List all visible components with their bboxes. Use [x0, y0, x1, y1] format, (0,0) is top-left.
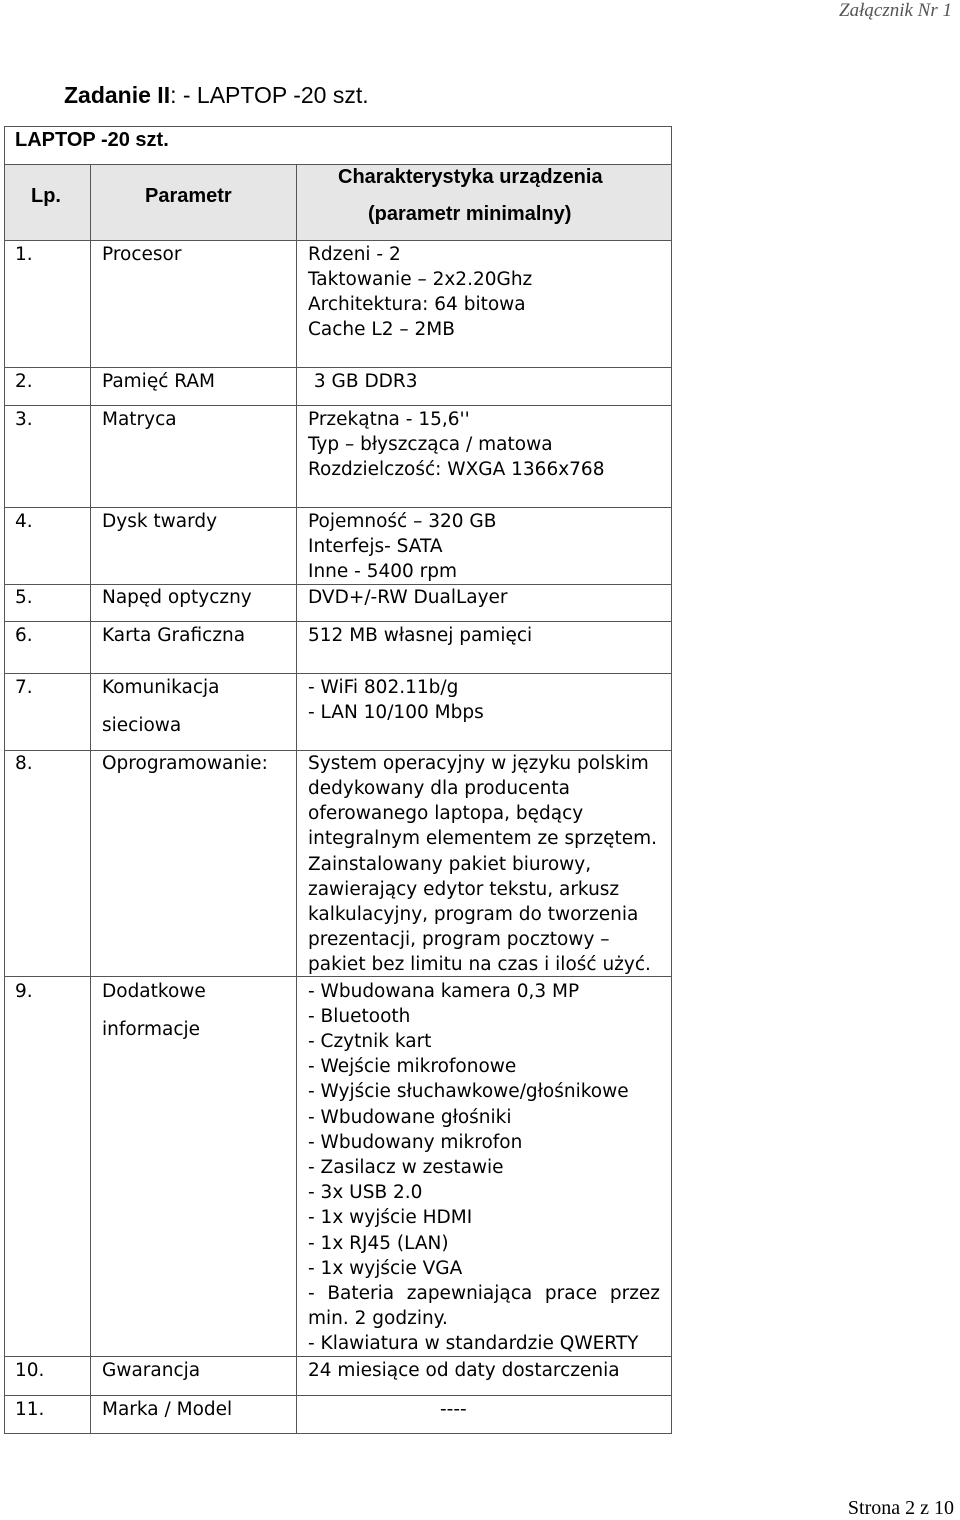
param-name: Marka / Model — [102, 1399, 233, 1420]
row-separator — [4, 507, 672, 508]
row-separator — [4, 673, 672, 674]
param-name: Oprogramowanie: — [102, 753, 268, 774]
param-value: - Wejście mikrofonowe — [308, 1056, 517, 1077]
column-header-characteristics-note: (parametr minimalny) — [368, 203, 572, 225]
row-number: 9. — [15, 981, 33, 1002]
param-name: Napęd optyczny — [102, 587, 252, 608]
param-name: sieciowa — [102, 715, 182, 736]
param-value: integralnym elementem ze sprzętem. — [308, 828, 658, 849]
row-separator — [4, 240, 672, 241]
param-value: Interfejs- SATA — [308, 536, 443, 557]
param-value: - WiFi 802.11b/g — [308, 677, 459, 698]
table-bottom-border — [4, 1433, 672, 1434]
table-right-border — [671, 126, 672, 1434]
param-value: Cache L2 – 2MB — [308, 319, 455, 340]
param-value: 512 MB własnej pamięci — [308, 625, 533, 646]
row-number: 6. — [15, 625, 33, 646]
param-value: Zainstalowany pakiet biurowy, — [308, 854, 592, 875]
param-value: System operacyjny w języku polskim — [308, 753, 649, 774]
row-number: 1. — [15, 244, 33, 265]
col-divider-param — [296, 164, 297, 1434]
table-left-border — [4, 126, 5, 1434]
param-value: Typ – błyszcząca / matowa — [308, 434, 553, 455]
param-value: - 1x wyjście HDMI — [308, 1207, 473, 1228]
row-number: 3. — [15, 409, 33, 430]
param-value: - LAN 10/100 Mbps — [308, 702, 484, 723]
col-divider-lp — [90, 164, 91, 1434]
param-name: Matryca — [102, 409, 177, 430]
param-value: - Zasilacz w zestawie — [308, 1157, 504, 1178]
param-value: - Wbudowane głośniki — [308, 1107, 512, 1128]
param-value: pakiet bez limitu na czas i ilość użyć. — [308, 954, 651, 975]
param-value: - Wbudowany mikrofon — [308, 1132, 523, 1153]
column-header-lp: Lp. — [31, 185, 61, 207]
param-value: 3 GB DDR3 — [308, 371, 418, 392]
row-separator — [4, 1395, 672, 1396]
attachment-label: Załącznik Nr 1 — [839, 0, 952, 21]
param-name: Pamięć RAM — [102, 371, 215, 392]
param-value: prezentacji, program pocztowy – — [308, 929, 610, 950]
param-value: Inne - 5400 rpm — [308, 561, 458, 582]
param-name: Karta Graficzna — [102, 625, 246, 646]
column-header-param: Parametr — [145, 185, 232, 207]
page-heading — [64, 82, 369, 109]
row-number: 5. — [15, 587, 33, 608]
param-value: dedykowany dla producenta — [308, 778, 570, 799]
row-number: 2. — [15, 371, 33, 392]
param-value: - Wyjście słuchawkowe/głośnikowe — [308, 1081, 629, 1102]
row-number: 7. — [15, 677, 33, 698]
param-value: - Bluetooth — [308, 1006, 411, 1027]
param-name: Procesor — [102, 244, 182, 265]
param-value: kalkulacyjny, program do tworzenia — [308, 904, 639, 925]
param-value: DVD+/-RW DualLayer — [308, 587, 508, 608]
param-name: Dodatkowe — [102, 981, 206, 1002]
heading-task: Zadanie II — [64, 82, 171, 108]
param-value: Rozdzielczość: WXGA 1366x768 — [308, 459, 605, 480]
param-value: Przekątna - 15,6'' — [308, 409, 470, 430]
param-value: - Klawiatura w standardzie QWERTY — [308, 1333, 639, 1354]
param-value: - Wbudowana kamera 0,3 MP — [308, 981, 580, 1002]
param-value: Taktowanie – 2x2.20Ghz — [308, 269, 533, 290]
row-separator — [4, 621, 672, 622]
heading-subject: : - LAPTOP -20 szt. — [170, 82, 369, 108]
param-name: informacje — [102, 1019, 201, 1040]
row-separator — [4, 405, 672, 406]
table-caption: LAPTOP -20 szt. — [15, 129, 169, 151]
param-value: ---- — [440, 1399, 467, 1420]
param-value: - 1x wyjście VGA — [308, 1258, 463, 1279]
param-value: zawierający edytor tekstu, arkusz — [308, 879, 620, 900]
param-value: 24 miesiące od daty dostarczenia — [308, 1360, 620, 1381]
param-name: Gwarancja — [102, 1360, 201, 1381]
row-number: 10. — [15, 1360, 45, 1381]
param-value: Architektura: 64 bitowa — [308, 294, 526, 315]
page-number: Strona 2 z 10 — [847, 1497, 954, 1519]
row-separator — [4, 367, 672, 368]
param-value: oferowanego laptopa, będący — [308, 803, 584, 824]
param-value: Pojemność – 320 GB — [308, 511, 497, 532]
column-header-characteristics: Charakterystyka urządzenia — [338, 166, 603, 188]
row-number: 8. — [15, 753, 33, 774]
param-name: Komunikacja — [102, 677, 220, 698]
row-number: 4. — [15, 511, 33, 532]
param-value: Rdzeni - 2 — [308, 244, 401, 265]
param-value: - 1x RJ45 (LAN) — [308, 1233, 449, 1254]
param-value: - Czytnik kart — [308, 1031, 432, 1052]
param-value: - 3x USB 2.0 — [308, 1182, 423, 1203]
param-value: - Bateria zapewniająca prace przez min. 2 godziny. — [308, 1283, 660, 1330]
row-number: 11. — [15, 1399, 45, 1420]
param-name: Dysk twardy — [102, 511, 218, 532]
